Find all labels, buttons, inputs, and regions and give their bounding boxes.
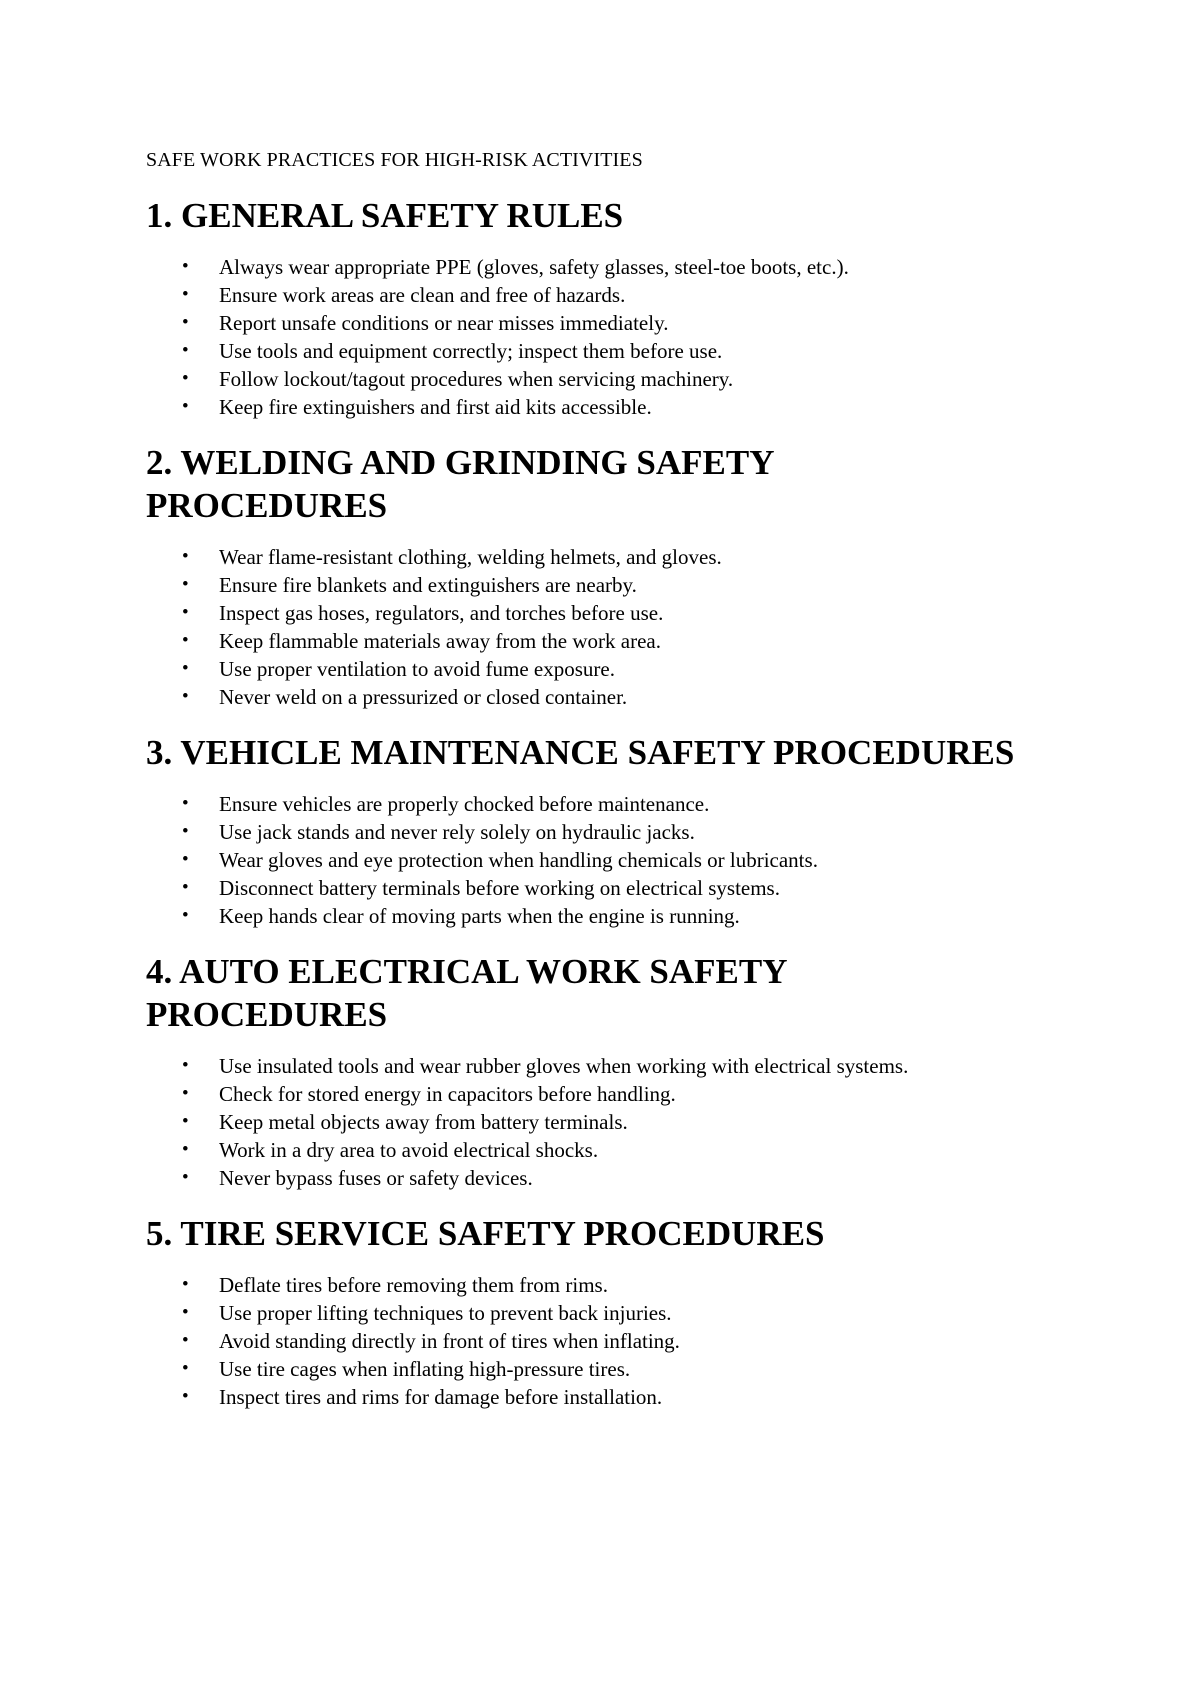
section-heading-vehicle-maintenance: 3. VEHICLE MAINTENANCE SAFETY PROCEDURES [146, 733, 1015, 772]
list-item-text: Use tools and equipment correctly; inspect them before use. [219, 339, 723, 363]
list-item [146, 655, 1106, 683]
list-item-text: Keep flammable materials away from the work area. [219, 629, 661, 653]
list-item [146, 543, 1106, 571]
list-item-text: Use proper lifting techniques to prevent back injuries. [219, 1301, 672, 1325]
list-item [146, 1271, 1106, 1299]
list-item-text: Disconnect battery terminals before working on electrical systems. [219, 876, 780, 900]
list-item-text: Wear gloves and eye protection when handling chemicals or lubricants. [219, 848, 818, 872]
list-item-text: Avoid standing directly in front of tires when inflating. [219, 1329, 680, 1353]
bullet-icon: • [182, 1274, 189, 1295]
bullet-icon: • [182, 686, 189, 707]
list-item [146, 1136, 1106, 1164]
list-item [146, 818, 1106, 846]
list-item [146, 1299, 1106, 1327]
list-item-text: Use tire cages when inflating high-pressure tires. [219, 1357, 631, 1381]
bullet-icon: • [182, 1302, 189, 1323]
section-list-general-safety [146, 253, 1106, 421]
list-item-text: Keep metal objects away from battery terminals. [219, 1110, 628, 1134]
list-item-text: Never bypass fuses or safety devices. [219, 1166, 533, 1190]
section-list-vehicle-maintenance [146, 790, 1106, 930]
list-item-text: Keep hands clear of moving parts when the engine is running. [219, 904, 740, 928]
bullet-icon: • [182, 284, 189, 305]
bullet-icon: • [182, 658, 189, 679]
bullet-icon: • [182, 1386, 189, 1407]
section-list-auto-electrical [146, 1052, 1106, 1192]
list-item-text: Follow lockout/tagout procedures when servicing machinery. [219, 367, 734, 391]
bullet-icon: • [182, 1330, 189, 1351]
section-heading-auto-electrical: 4. AUTO ELECTRICAL WORK SAFETY PROCEDURES [146, 952, 787, 1034]
section-list-tire-service [146, 1271, 1106, 1411]
list-item [146, 309, 1106, 337]
list-item [146, 627, 1106, 655]
bullet-icon: • [182, 630, 189, 651]
document-body [146, 146, 1106, 1431]
section-list-welding-grinding [146, 543, 1106, 711]
list-item-text: Always wear appropriate PPE (gloves, safety glasses, steel-toe boots, etc.). [219, 255, 849, 279]
list-item [146, 337, 1106, 365]
list-item [146, 1080, 1106, 1108]
bullet-icon: • [182, 849, 189, 870]
bullet-icon: • [182, 340, 189, 361]
bullet-icon: • [182, 1139, 189, 1160]
list-item-text: Ensure fire blankets and extinguishers are nearby. [219, 573, 637, 597]
list-item [146, 846, 1106, 874]
list-item [146, 1108, 1106, 1136]
list-item-text: Inspect tires and rims for damage before installation. [219, 1385, 663, 1409]
list-item-text: Wear flame-resistant clothing, welding helmets, and gloves. [219, 545, 722, 569]
bullet-icon: • [182, 821, 189, 842]
bullet-icon: • [182, 1358, 189, 1379]
document-title: SAFE WORK PRACTICES FOR HIGH-RISK ACTIVITIES [146, 149, 643, 171]
list-item [146, 253, 1106, 281]
bullet-icon: • [182, 905, 189, 926]
list-item [146, 365, 1106, 393]
list-item [146, 393, 1106, 421]
section-heading-welding-grinding: 2. WELDING AND GRINDING SAFETY PROCEDURES [146, 443, 774, 525]
list-item [146, 1327, 1106, 1355]
list-item-text: Ensure work areas are clean and free of hazards. [219, 283, 626, 307]
list-item-text: Use jack stands and never rely solely on hydraulic jacks. [219, 820, 695, 844]
list-item [146, 1355, 1106, 1383]
bullet-icon: • [182, 793, 189, 814]
bullet-icon: • [182, 574, 189, 595]
list-item-text: Use insulated tools and wear rubber gloves when working with electrical systems. [219, 1054, 909, 1078]
bullet-icon: • [182, 602, 189, 623]
list-item-text: Check for stored energy in capacitors before handling. [219, 1082, 676, 1106]
list-item-text: Use proper ventilation to avoid fume exposure. [219, 657, 615, 681]
list-item [146, 571, 1106, 599]
list-item [146, 790, 1106, 818]
bullet-icon: • [182, 1167, 189, 1188]
list-item [146, 1383, 1106, 1411]
list-item-text: Work in a dry area to avoid electrical shocks. [219, 1138, 599, 1162]
list-item-text: Deflate tires before removing them from rims. [219, 1273, 608, 1297]
section-heading-tire-service: 5. TIRE SERVICE SAFETY PROCEDURES [146, 1214, 825, 1253]
bullet-icon: • [182, 396, 189, 417]
list-item [146, 902, 1106, 930]
list-item [146, 1164, 1106, 1192]
list-item-text: Ensure vehicles are properly chocked before maintenance. [219, 792, 710, 816]
list-item-text: Keep fire extinguishers and first aid kits accessible. [219, 395, 652, 419]
list-item [146, 1052, 1106, 1080]
bullet-icon: • [182, 256, 189, 277]
list-item [146, 874, 1106, 902]
list-item-text: Report unsafe conditions or near misses immediately. [219, 311, 669, 335]
list-item-text: Inspect gas hoses, regulators, and torches before use. [219, 601, 664, 625]
bullet-icon: • [182, 546, 189, 567]
bullet-icon: • [182, 312, 189, 333]
list-item-text: Never weld on a pressurized or closed container. [219, 685, 628, 709]
list-item [146, 599, 1106, 627]
list-item [146, 683, 1106, 711]
bullet-icon: • [182, 877, 189, 898]
bullet-icon: • [182, 1111, 189, 1132]
bullet-icon: • [182, 1055, 189, 1076]
bullet-icon: • [182, 1083, 189, 1104]
section-heading-general-safety: 1. GENERAL SAFETY RULES [146, 196, 624, 235]
bullet-icon: • [182, 368, 189, 389]
list-item [146, 281, 1106, 309]
